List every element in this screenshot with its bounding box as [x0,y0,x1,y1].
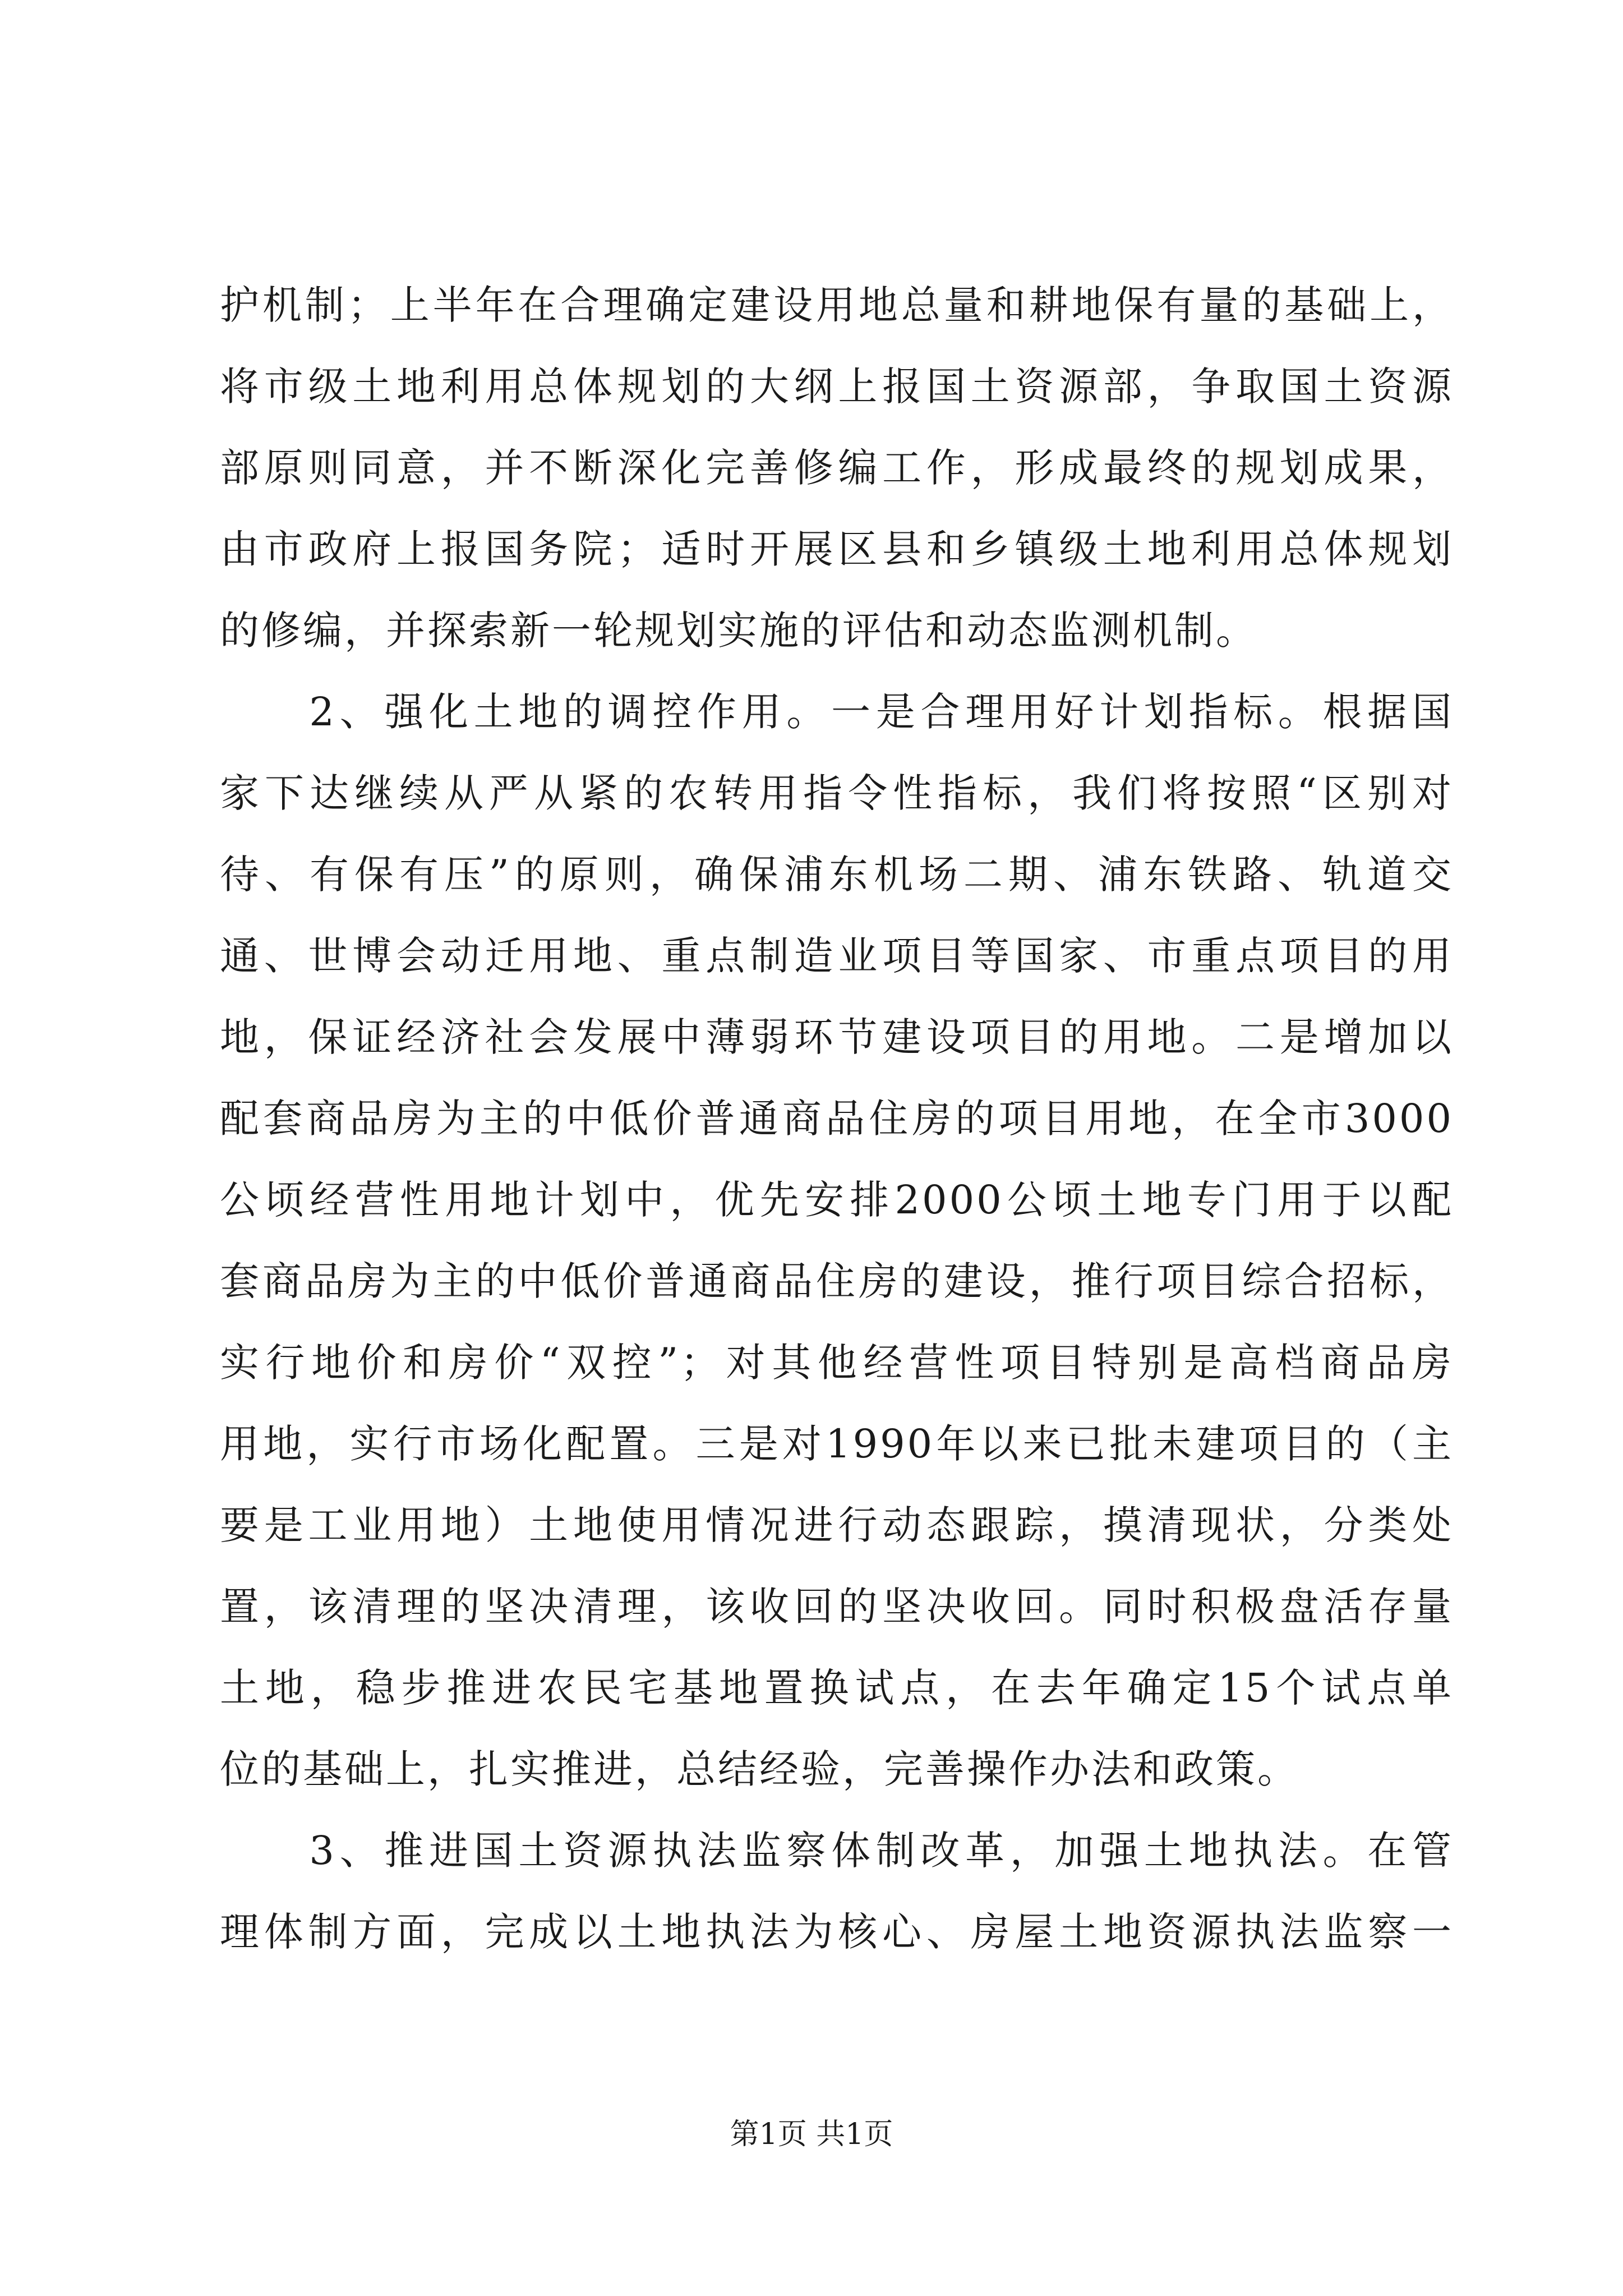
text-line: 要是工业用地）土地使用情况进行动态跟踪，摸清现状，分类处 [220,1502,1454,1548]
text-line: 配套商品房为主的中低价普通商品住房的项目用地，在全市3000 [220,1096,1454,1142]
text-line: 置，该清理的坚决清理，该收回的坚决收回。同时积极盘活存量 [220,1584,1454,1630]
text-line: 的修编，并探索新一轮规划实施的评估和动态监测机制。 [220,608,1257,654]
text-line: 实行地价和房价“双控”；对其他经营性项目特别是高档商品房 [220,1340,1454,1386]
text-line: 公顷经营性用地计划中，优先安排2000公顷土地专门用于以配 [220,1177,1454,1223]
text-line: 家下达继续从严从紧的农转用指令性指标，我们将按照“区别对 [220,770,1454,816]
document-body [220,265,1454,1973]
text-line: 地，保证经济社会发展中薄弱环节建设项目的用地。二是增加以 [220,1014,1454,1060]
text-line: 护机制；上半年在合理确定建设用地总量和耕地保有量的基础上， [220,282,1454,328]
text-line: 将市级土地利用总体规划的大纲上报国土资源部，争取国土资源 [220,364,1454,409]
text-line: 部原则同意，并不断深化完善修编工作，形成最终的规划成果， [220,445,1454,491]
text-line: 2、强化土地的调控作用。一是合理用好计划指标。根据国 [220,689,1454,735]
page-footer [0,2115,1623,2154]
text-line: 套商品房为主的中低价普通商品住房的建设，推行项目综合招标， [220,1258,1454,1304]
text-line: 位的基础上，扎实推进，总结经验，完善操作办法和政策。 [220,1746,1299,1792]
text-line: 用地，实行市场化配置。三是对1990年以来已批未建项目的（主 [220,1421,1454,1467]
text-line: 土地，稳步推进农民宅基地置换试点，在去年确定15个试点单 [220,1665,1454,1711]
page-number-label: 第1页 共1页 [730,2118,893,2151]
text-line: 由市政府上报国务院；适时开展区县和乡镇级土地利用总体规划 [220,526,1454,572]
text-line: 理体制方面，完成以土地执法为核心、房屋土地资源执法监察一 [220,1909,1454,1955]
text-line: 3、推进国土资源执法监察体制改革，加强土地执法。在管 [220,1828,1454,1874]
text-line: 通、世博会动迁用地、重点制造业项目等国家、市重点项目的用 [220,933,1454,979]
text-line: 待、有保有压”的原则，确保浦东机场二期、浦东铁路、轨道交 [220,852,1454,898]
